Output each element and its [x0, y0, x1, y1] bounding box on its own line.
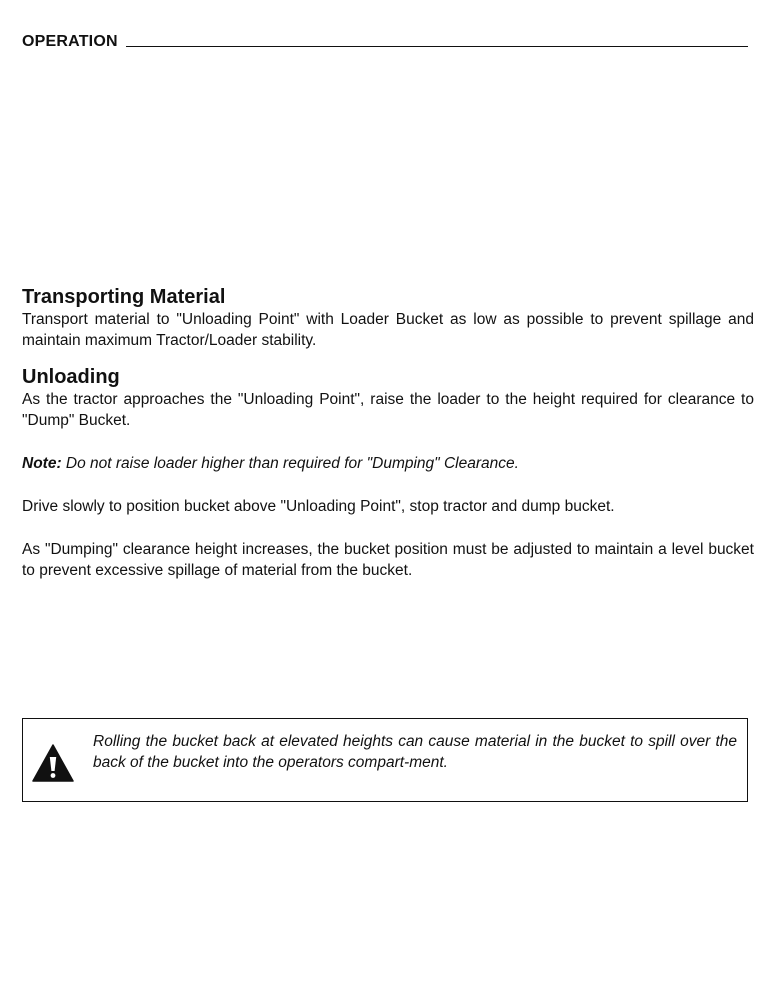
section-header-label: OPERATION [22, 33, 118, 50]
transporting-paragraph: Transport material to "Unloading Point" with Loader Bucket as low as possible to prevent spillage and maintain maximum Tractor/Loader stability. [22, 311, 754, 349]
warning-triangle-icon [32, 744, 74, 782]
note-line [22, 453, 754, 474]
unloading-paragraph: As the tractor approaches the "Unloading Point", raise the loader to the height required for clearance to "Dump" Bucket. [22, 391, 754, 429]
drive-slowly-paragraph: Drive slowly to position bucket above "Unloading Point", stop tractor and dump bucket. [22, 498, 615, 515]
dumping-clearance-paragraph: As "Dumping" clearance height increases, the bucket position must be adjusted to maintain a level bucket to prevent excessive spillage of material from the bucket. [22, 541, 754, 579]
main-content [22, 285, 754, 581]
spacer [22, 474, 754, 496]
warning-text: Rolling the bucket back at elevated heights can cause material in the bucket to spill over the back of the bucket into the operators compart-ment. [93, 733, 737, 771]
warning-box [22, 718, 748, 802]
spacer [22, 431, 754, 453]
header-rule [126, 46, 748, 47]
spacer [22, 351, 754, 365]
spacer [22, 517, 754, 539]
page-header [22, 33, 748, 51]
heading-unloading: Unloading [22, 366, 120, 388]
note-label: Note: [22, 455, 62, 472]
heading-transporting-material: Transporting Material [22, 286, 226, 308]
note-text: Do not raise loader higher than required for "Dumping" Clearance. [65, 455, 519, 472]
